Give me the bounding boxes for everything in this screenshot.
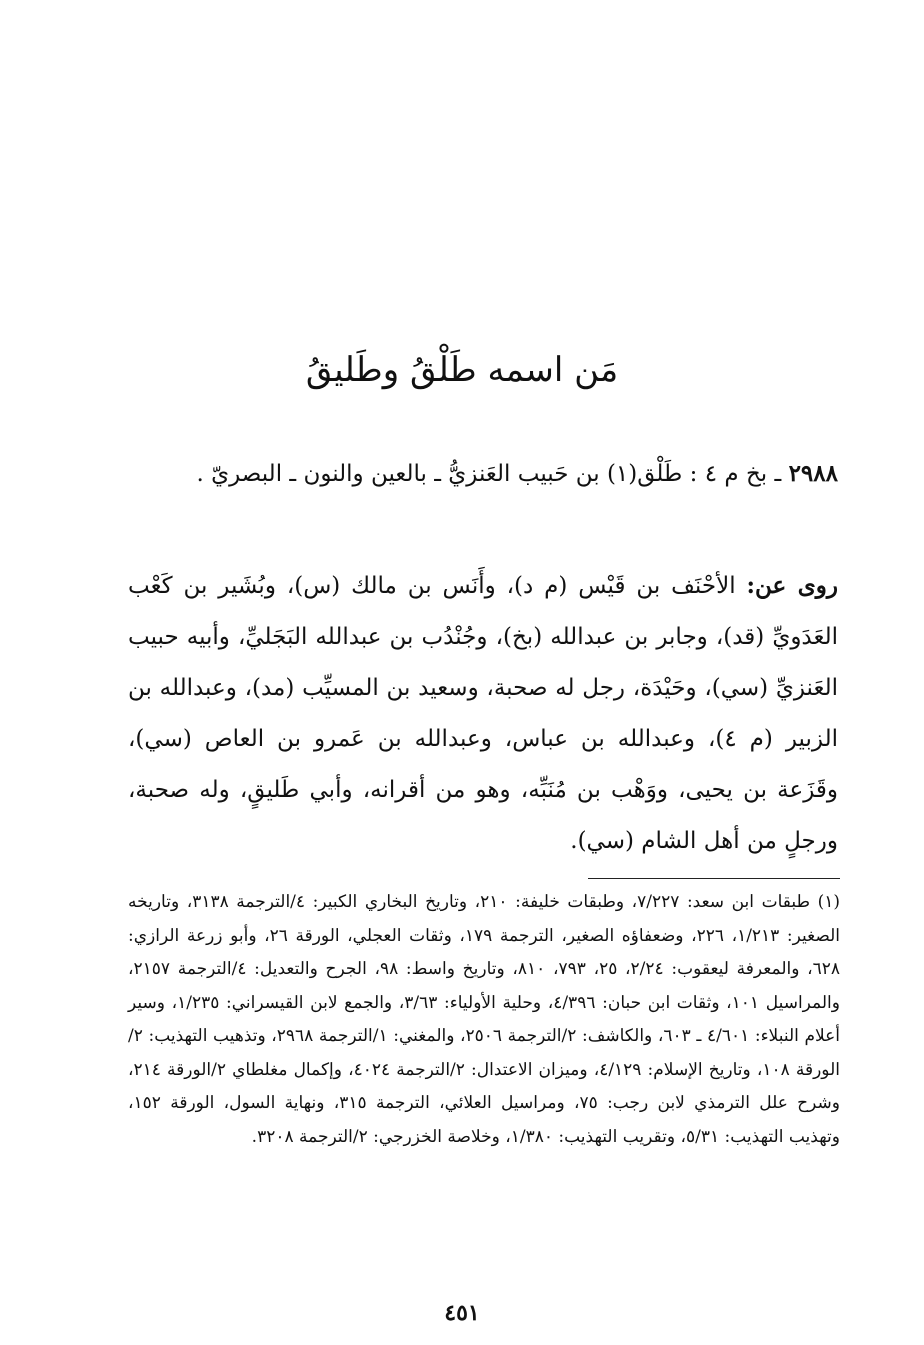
section-heading: مَن اسمه طَلْقُ وطَليقُ [305,350,619,390]
narrators-paragraph [128,560,838,867]
narrators-text: الأحْنَف بن قَيْس (م د)، وأَنَس بن مالك (س)، وبُشَير بن كَعْب العَدَويِّ (قد)، وجابر بن عبدالله (بخ)، وجُنْدُب بن عبدالله البَجَليِّ، وأبيه حبيب العَنزيِّ (سي)، وحَيْدَة، رجل له صحبة، وسعيد بن المسيِّب (مد)، وعبدالله بن الزبير (م ٤)، وعبدالله بن عباس، وعبدالله بن عَمرو بن العاص (سي)، وقَزَعة بن يحيى، ووَهْب بن مُنَبِّه، وهو من أقرانه، وأبي طَليقٍ، وله صحبة، ورجلٍ من أهل الشام (سي). [128,573,838,854]
entry-number: ٢٩٨٨ [788,460,838,487]
entry-text: ـ بخ م ٤ : طَلْق(١) بن حَبيب العَنزيُّ ـ بالعين والنون ـ البصريّ . [196,461,782,487]
footnote-divider [588,878,840,879]
footnote: (١) طبقات ابن سعد: ٧/٢٢٧، وطبقات خليفة: ٢١٠، وتاريخ البخاري الكبير: ٤/الترجمة ٣١٣٨، وتاريخه الصغير: ١/٢١٣، ٢٢٦، وضعفاؤه الصغير، الترجمة ١٧٩، وثقات العجلي، الورقة ٢٦، وأبو زرعة الرازي: ٦٢٨، والمعرفة ليعقوب: ٢/٢٤، ٢٥، ٧٩٣، ٨١٠، وتاريخ واسط: ٩٨، الجرح والتعديل: ٤/الترجمة ٢١٥٧، والمراسيل ١٠١، وثقات ابن حبان: ٤/٣٩٦، وحلية الأولياء: ٣/٦٣، والجمع لابن القيسراني: ١/٢٣٥، وسير أعلام النبلاء: ٤/٦٠١ ـ ٦٠٣، والكاشف: ٢/الترجمة ٢٥٠٦، والمغني: ١/الترجمة ٢٩٦٨، وتذهيب التهذيب: ٢/الورقة ١٠٨، وتاريخ الإسلام: ٤/١٢٩، وميزان الاعتدال: ٢/الترجمة ٤٠٢٤، وإكمال مغلطاي ٢/الورقة ٢١٤، وشرح علل الترمذي لابن رجب: ٧٥، ومراسيل العلائي، الترجمة ٣١٥، ونهاية السول، الورقة ١٥٢، وتهذيب التهذيب: ٥/٣١، وتقريب التهذيب: ١/٣٨٠، وخلاصة الخزرجي: ٢/الترجمة ٣٢٠٨. [128,892,841,1147]
narrators-lead: روى عن: [746,572,838,599]
page-number: ٤٥١ [444,1300,480,1326]
biography-entry [128,448,838,500]
